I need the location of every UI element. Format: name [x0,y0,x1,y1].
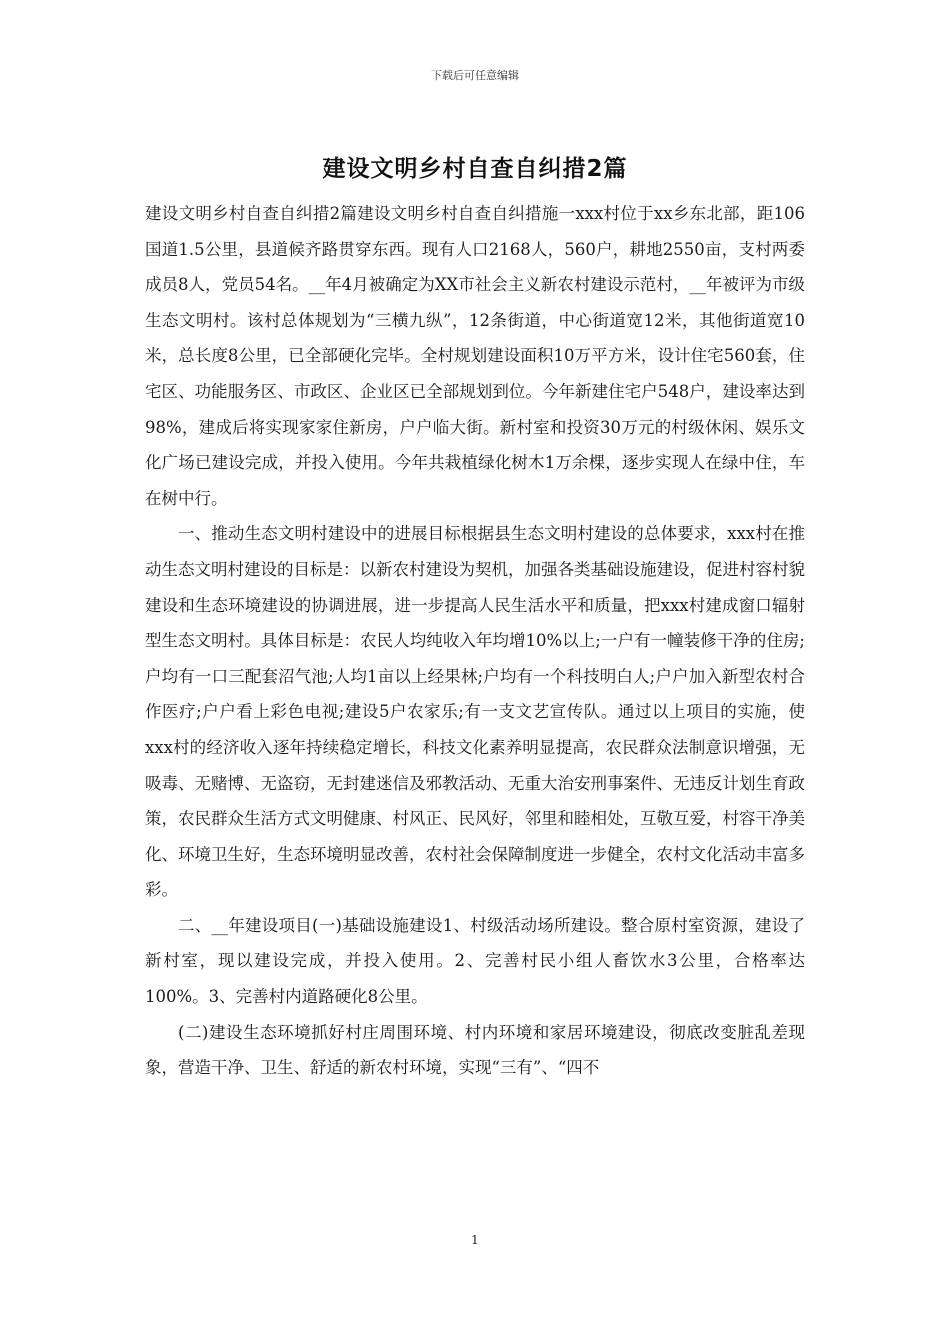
header-note: 下载后可任意编辑 [431,69,519,82]
paragraph-section-two: 二、__年建设项目(一)基础设施建设1、村级活动场所建设。整合原村室资源，建设了新村室，现以建设完成，并投入使用。2、完善村民小组人畜饮水3公里，合格率达100%。3、完善村内道路硬化8公里。 [145,915,805,1007]
paragraph-section-two-part-two: (二)建设生态环境抓好村庄周围环境、村内环境和家居环境建设，彻底改变脏乱差现象，营造干净、卫生、舒适的新农村环境，实现“三有”、“四不 [145,1022,805,1078]
page-number: 1 [471,1233,479,1247]
document-title: 建设文明乡村自查自纠措2篇 [322,156,628,182]
document-body [145,196,805,1086]
paragraph-section-one: 一、推动生态文明村建设中的进展目标根据县生态文明村建设的总体要求，xxx村在推动生态文明村建设的目标是：以新农村建设为契机，加强各类基础设施建设，促进村容村貌建设和生态环境建设的协调进展，进一步提高人民生活水平和质量，把xxx村建成窗口辐射型生态文明村。具体目标是：农民人均纯收入年均增10%以上;一户有一幢装修干净的住房;户均有一口三配套沼气池;人均1亩以上经果林;户均有一个科技明白人;户户加入新型农村合作医疗;户户看上彩色电视;建设5户农家乐;有一支文艺宣传队。通过以上项目的实施，使xxx村的经济收入逐年持续稳定增长，科技文化素养明显提高，农民群众法制意识增强，无吸毒、无赌博、无盗窃，无封建迷信及邪教活动、无重大治安刑事案件、无违反计划生育政策，农民群众生活方式文明健康、村风正、民风好，邻里和睦相处，互敬互爱，村容干净美化、环境卫生好，生态环境明显改善，农村社会保障制度进一步健全，农村文化活动丰富多彩。 [145,524,805,900]
paragraph-intro: 建设文明乡村自查自纠措2篇建设文明乡村自查自纠措施一xxx村位于xx乡东北部，距106国道1.5公里，县道候齐路贯穿东西。现有人口2168人，560户，耕地2550亩，支村两委成员8人，党员54名。__年4月被确定为XX市社会主义新农村建设示范村，__年被评为市级生态文明村。该村总体规划为“三横九纵”，12条街道，中心街道宽12米，其他街道宽10米，总长度8公里，已全部硬化完毕。全村规划建设面积10万平方米，设计住宅560套，住宅区、功能服务区、市政区、企业区已全部规划到位。今年新建住宅户548户，建设率达到98%，建成后将实现家家住新房，户户临大街。新村室和投资30万元的村级休闲、娱乐文化广场已建设完成，并投入使用。今年共栽植绿化树木1万余棵，逐步实现人在绿中住，车在树中行。 [145,204,805,508]
